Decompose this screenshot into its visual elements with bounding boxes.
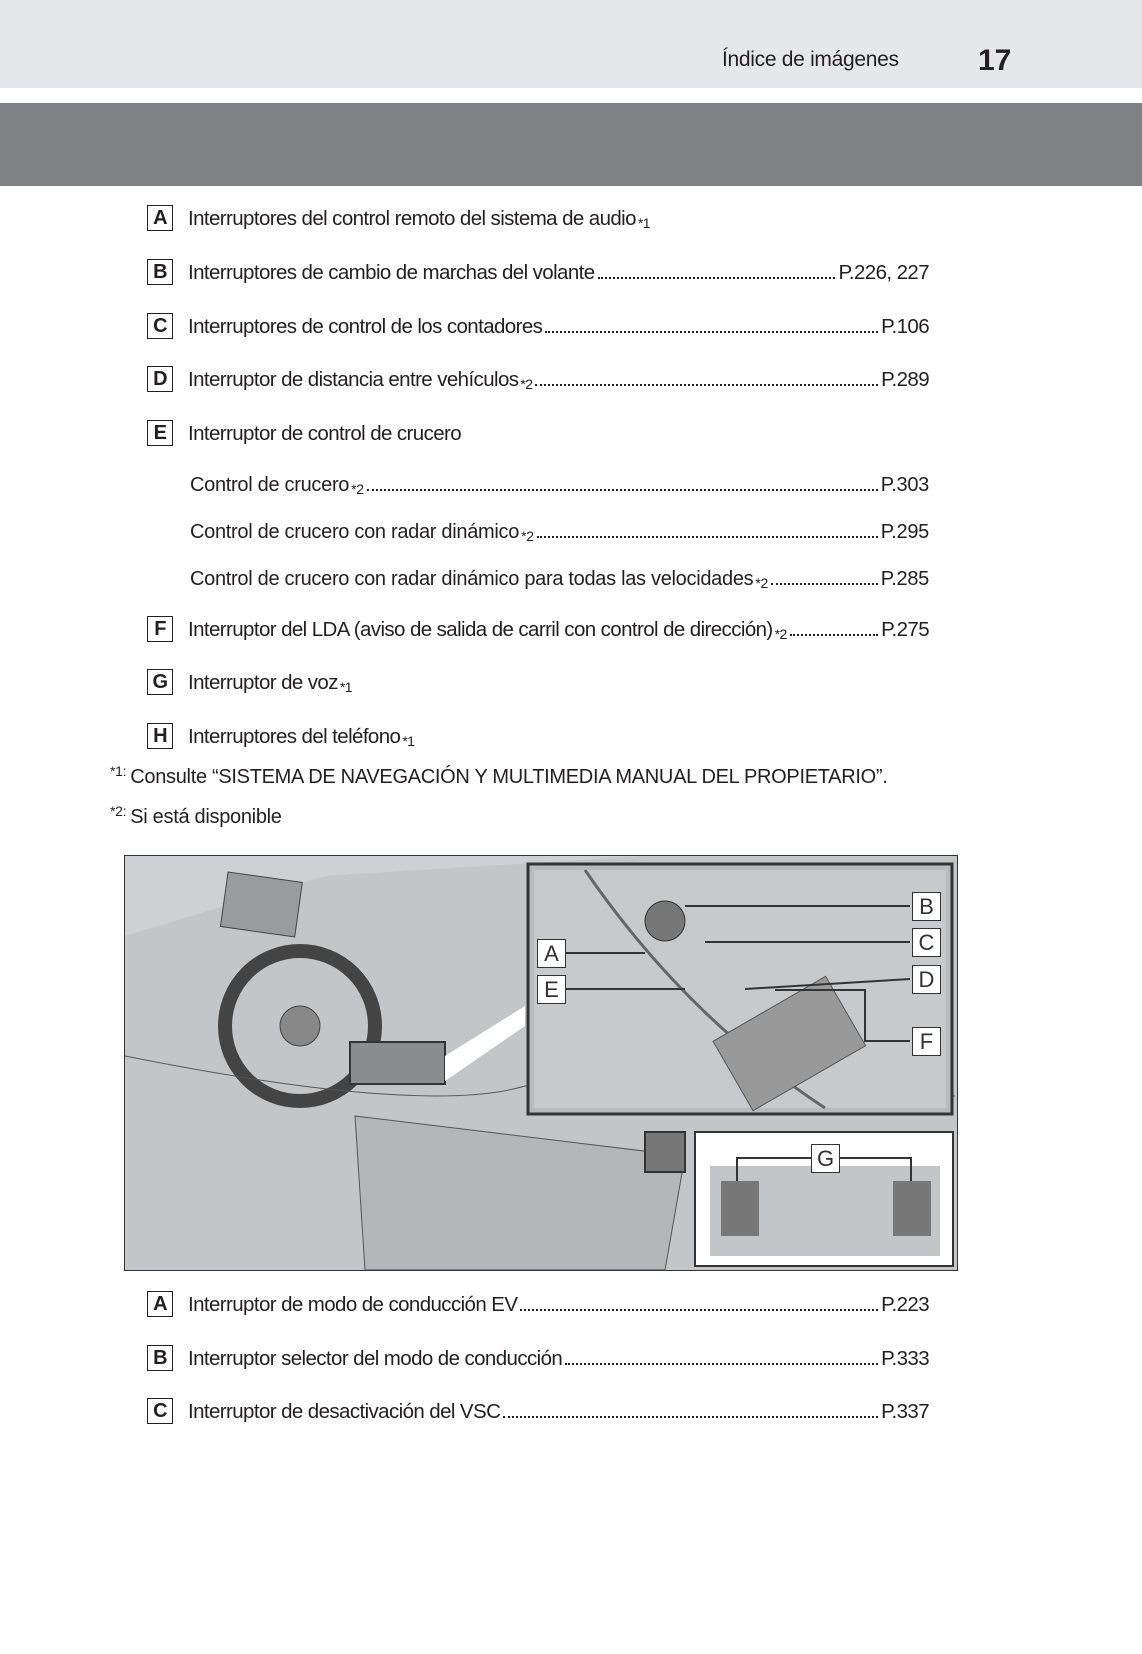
page-ref[interactable]: P.337: [881, 1400, 929, 1423]
item-label: Interruptores del control remoto del sistema de audio: [188, 207, 636, 230]
item-label: Interruptor de control de crucero: [188, 422, 462, 445]
sub-item: Control de crucero *2 P.303: [190, 474, 929, 497]
dot-leader: [545, 331, 878, 333]
sub-item: Control de crucero con radar dinámico para todas las velocidades *2 P.285: [190, 568, 929, 591]
dot-leader: [367, 489, 878, 491]
list-item: H Interruptores del teléfono *1: [147, 719, 929, 749]
item-label: Interruptor de distancia entre vehículos: [188, 368, 519, 391]
list-item: [147, 255, 929, 285]
list-item: [147, 362, 929, 392]
callout-f: F: [912, 1027, 941, 1056]
item-label: Interruptor del LDA (aviso de salida de carril con control de dirección): [188, 618, 773, 641]
page-ref[interactable]: P.106: [881, 315, 929, 338]
letter-box: C: [147, 1398, 173, 1424]
item-label: Interruptores de control de los contadores: [188, 315, 543, 338]
item-label: Interruptor selector del modo de conducción: [188, 1347, 563, 1370]
item-label: Interruptor de modo de conducción EV: [188, 1293, 518, 1316]
letter-box: F: [147, 616, 173, 642]
page-ref[interactable]: P.303: [880, 474, 929, 496]
item-label: Interruptor de voz: [188, 671, 338, 694]
section-title: Índice de imágenes: [722, 48, 899, 71]
list-item: [147, 416, 929, 446]
callout-e: E: [537, 975, 566, 1004]
page-ref[interactable]: P.226, 227: [838, 261, 929, 284]
list-item: [147, 309, 929, 339]
callout-b: B: [912, 892, 941, 921]
letter-box: B: [147, 259, 173, 285]
letter-box: B: [147, 1345, 173, 1371]
page-ref[interactable]: P.295: [880, 521, 929, 543]
list-item: F Interruptor del LDA (aviso de salida de carril con control de dirección) *2 P.275: [147, 612, 929, 642]
callout-a: A: [537, 939, 566, 968]
item-label: Interruptores del teléfono: [188, 725, 401, 748]
list-item: [147, 1287, 929, 1317]
callout-g: G: [811, 1144, 840, 1173]
dot-leader: [520, 1309, 878, 1311]
dot-leader: [503, 1416, 878, 1418]
footnote-mark: *2: [520, 376, 533, 392]
header-band: [0, 0, 1142, 88]
footnote: $^{*1:}$ Consulte “SISTEMA DE NAVEGACIÓN Y MULTIMEDIA MANUAL DEL PROPIETARIO”.: [110, 763, 888, 788]
list-item: G Interruptor de voz *1: [147, 665, 929, 695]
footnote: $^{*2:}$ Si está disponible: [110, 803, 282, 828]
page-ref[interactable]: P.285: [880, 568, 929, 590]
dot-leader: [771, 583, 878, 585]
item-label: Interruptores de cambio de marchas del volante: [188, 261, 595, 284]
letter-box: H: [147, 723, 173, 749]
letter-box: G: [147, 669, 173, 695]
footnote-mark: *1: [637, 215, 650, 231]
dot-leader: [790, 634, 878, 636]
dashboard-drawing: [125, 856, 957, 1270]
list-item: [147, 1341, 929, 1371]
callout-c: C: [912, 928, 941, 957]
dot-leader: [598, 277, 836, 279]
item-label: Interruptor de desactivación del VSC: [188, 1400, 501, 1423]
callout-d: D: [912, 965, 941, 994]
page-ref[interactable]: P.223: [881, 1293, 929, 1316]
interior-illustration: [124, 855, 958, 1271]
list-item: [147, 201, 929, 231]
letter-box: A: [147, 205, 173, 231]
letter-box: A: [147, 1291, 173, 1317]
page-number: 17: [978, 44, 1012, 77]
page-ref[interactable]: P.275: [881, 618, 929, 641]
page-ref[interactable]: P.289: [881, 368, 929, 391]
sub-item: Control de crucero con radar dinámico *2 P.295: [190, 521, 929, 544]
dot-leader: [537, 536, 878, 538]
page-ref[interactable]: P.333: [881, 1347, 929, 1370]
letter-box: D: [147, 366, 173, 392]
dot-leader: [535, 384, 878, 386]
list-item: [147, 1394, 929, 1424]
section-band: [0, 103, 1142, 186]
letter-box: E: [147, 420, 173, 446]
dot-leader: [565, 1363, 878, 1365]
letter-box: C: [147, 313, 173, 339]
